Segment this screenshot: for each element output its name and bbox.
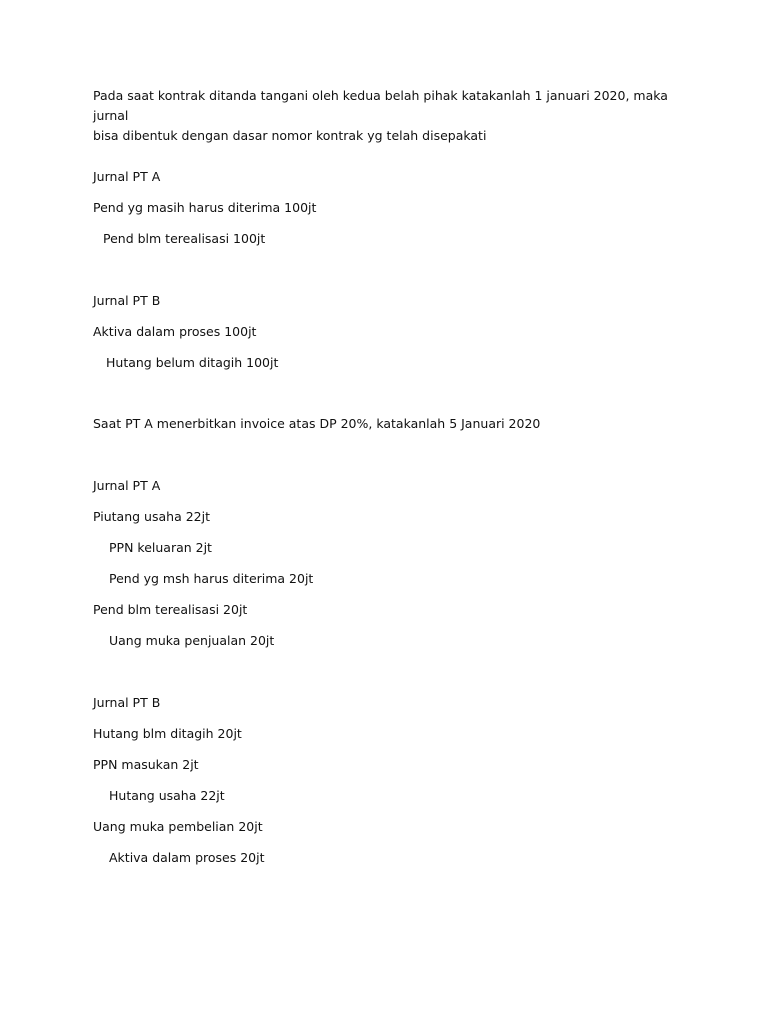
section1-pt-b-debit: Aktiva dalam proses 100jt <box>93 324 257 339</box>
section1-pt-a-heading: Jurnal PT A <box>93 169 161 184</box>
section2-pt-a-line-5: Uang muka penjualan 20jt <box>109 633 275 648</box>
invoice-note: Saat PT A menerbitkan invoice atas DP 20%, katakanlah 5 Januari 2020 <box>93 416 541 431</box>
section2-pt-a-line-4: Pend blm terealisasi 20jt <box>93 602 248 617</box>
section1-pt-a-credit: Pend blm terealisasi 100jt <box>103 231 266 246</box>
intro-line-1: Pada saat kontrak ditanda tangani oleh kedua belah pihak katakanlah 1 januari 2020, maka jurnal <box>93 88 668 123</box>
section2-pt-a-line-1: Piutang usaha 22jt <box>93 509 210 524</box>
section1-pt-b-credit: Hutang belum ditagih 100jt <box>106 355 279 370</box>
section2-pt-b-line-3: Hutang usaha 22jt <box>109 788 225 803</box>
section2-pt-a-heading: Jurnal PT A <box>93 478 161 493</box>
section2-pt-a-line-2: PPN keluaran 2jt <box>109 540 212 555</box>
section1-pt-b-heading: Jurnal PT B <box>93 293 161 308</box>
section2-pt-b-line-1: Hutang blm ditagih 20jt <box>93 726 242 741</box>
section1-pt-a-debit: Pend yg masih harus diterima 100jt <box>93 200 317 215</box>
section2-pt-b-line-5: Aktiva dalam proses 20jt <box>109 850 265 865</box>
section2-pt-b-line-2: PPN masukan 2jt <box>93 757 199 772</box>
section2-pt-a-line-3: Pend yg msh harus diterima 20jt <box>109 571 314 586</box>
intro-line-2: bisa dibentuk dengan dasar nomor kontrak yg telah disepakati <box>93 128 487 143</box>
section2-pt-b-line-4: Uang muka pembelian 20jt <box>93 819 263 834</box>
section2-pt-b-heading: Jurnal PT B <box>93 695 161 710</box>
intro-paragraph <box>93 86 693 146</box>
